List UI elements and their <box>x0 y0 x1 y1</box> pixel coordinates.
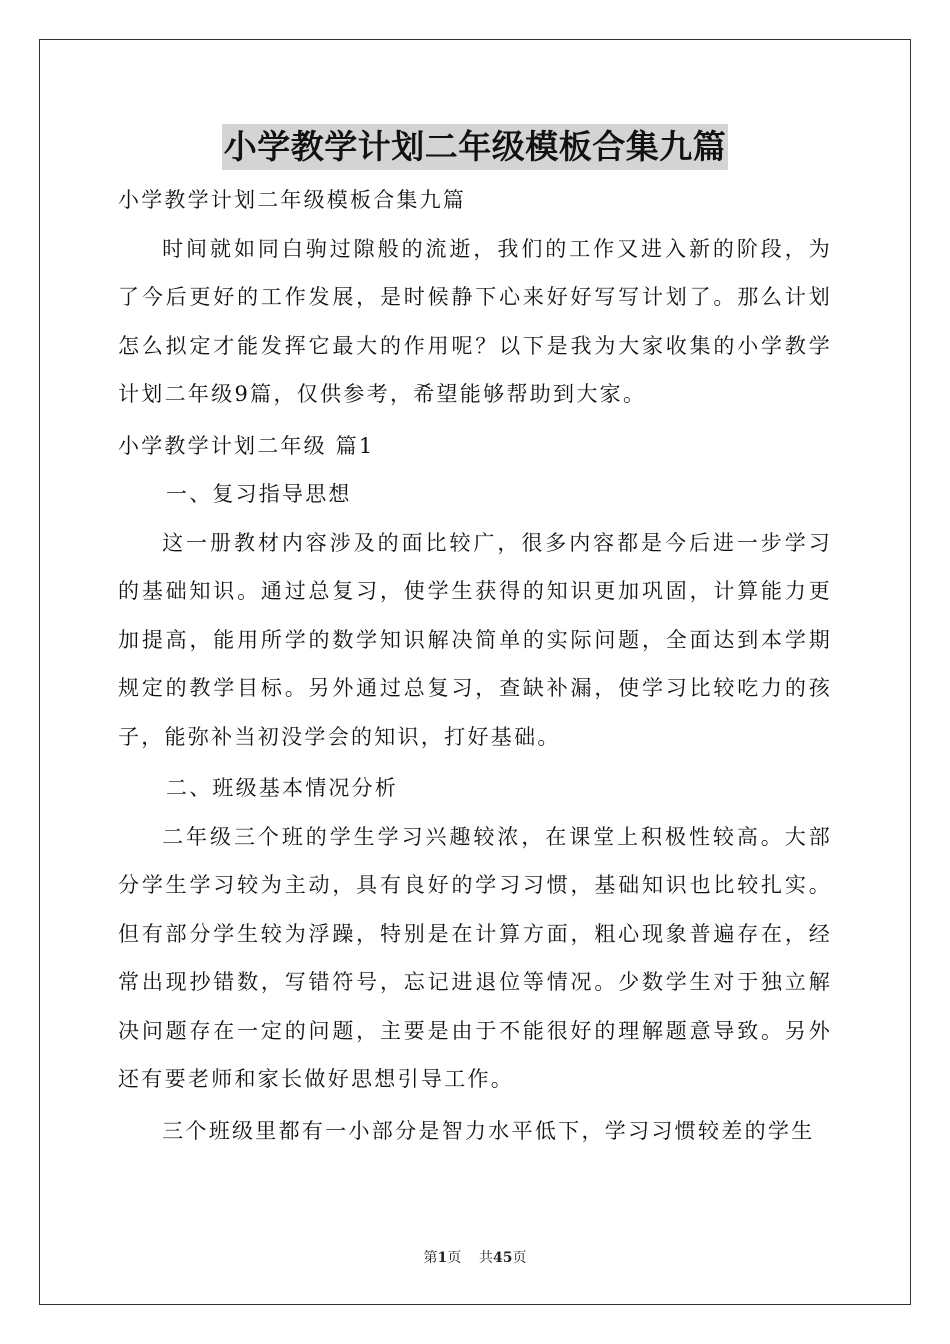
footer-page-number: 1 <box>437 1250 448 1266</box>
paragraph-review-guidance: 这一册教材内容涉及的面比较广，很多内容都是今后进一步学习的基础知识。通过总复习，使学生获得的知识更加巩固，计算能力更加提高，能用所学的数学知识解决简单的实际问题，全面达到本学期规定的教学目标。另外通过总复习，查缺补漏，使学习比较吃力的孩子，能弥补当初没学会的知识，打好基础。 <box>118 530 832 749</box>
footer-suffix: 页 <box>512 1250 527 1266</box>
document-subtitle: 小学教学计划二年级模板合集九篇 <box>118 188 466 212</box>
heading-class-analysis: 二、班级基本情况分析 <box>166 776 398 800</box>
page-footer <box>0 1247 950 1267</box>
footer-middle: 页 共 <box>447 1250 494 1266</box>
footer-prefix: 第 <box>423 1250 438 1266</box>
footer-total-pages: 45 <box>493 1250 513 1266</box>
paragraph-class-analysis: 二年级三个班的学生学习兴趣较浓，在课堂上积极性较高。大部分学生学习较为主动，具有良好的学习习惯，基础知识也比较扎实。但有部分学生较为浮躁，特别是在计算方面，粗心现象普遍存在，经常出现抄错数，写错符号，忘记进退位等情况。少数学生对于独立解决问题存在一定的问题，主要是由于不能很好的理解题意导致。另外还有要老师和家长做好思想引导工作。 <box>118 824 832 1091</box>
document-body <box>118 176 832 1158</box>
section-heading: 小学教学计划二年级 篇1 <box>118 433 375 458</box>
intro-paragraph: 时间就如同白驹过隙般的流逝，我们的工作又进入新的阶段，为了今后更好的工作发展，是时候静下心来好好写写计划了。那么计划怎么拟定才能发挥它最大的作用呢？以下是我为大家收集的小学教学计划二年级9篇，仅供参考，希望能够帮助到大家。 <box>118 236 832 406</box>
document-title: 小学教学计划二年级模板合集九篇 <box>222 124 729 170</box>
title-area <box>0 124 950 170</box>
heading-review-guidance: 一、复习指导思想 <box>166 482 352 506</box>
paragraph-weak-students: 三个班级里都有一小部分是智力水平低下，学习习惯较差的学生 <box>162 1118 815 1143</box>
